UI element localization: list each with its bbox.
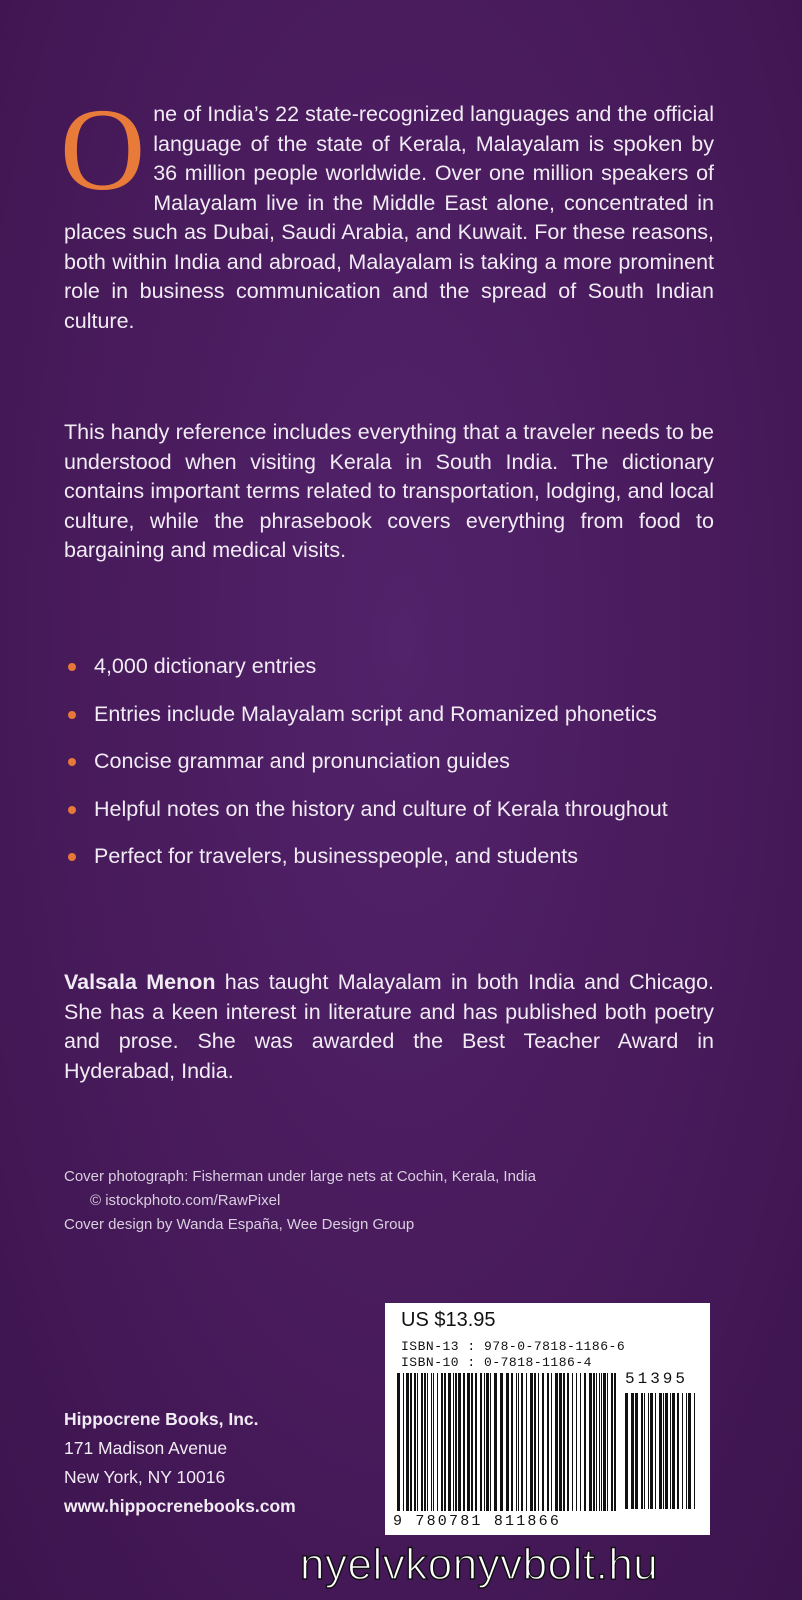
photo-credit: Cover photograph: Fisherman under large nets at Cochin, Kerala, India [64, 1168, 536, 1185]
bullet-icon [68, 711, 76, 719]
bio-text: has taught Malayalam in both India and Chicago. She has a keen interest in literature and has published both poetry and prose. She was awarded the Best Teacher Award in Hyderabad, India. [64, 970, 715, 1083]
feature-list [64, 652, 704, 890]
ean-digits: 9 780781 811866 [393, 1513, 562, 1530]
feature-item [64, 700, 704, 730]
feature-item [64, 652, 704, 682]
bullet-icon [68, 853, 76, 861]
drop-cap: O [60, 84, 146, 215]
feature-text: 4,000 dictionary entries [94, 654, 317, 678]
author-name: Valsala Menon [64, 970, 216, 994]
publisher-address-1: 171 Madison Avenue [64, 1438, 228, 1458]
publisher-website: www.hippocrenebooks.com [64, 1496, 296, 1516]
bullet-icon [68, 663, 76, 671]
photo-copyright: © istockphoto.com/RawPixel [90, 1192, 281, 1209]
barcode-addon-icon [625, 1393, 697, 1511]
design-credit: Cover design by Wanda España, Wee Design Group [64, 1216, 415, 1233]
barcode-icon [397, 1373, 619, 1513]
addon-digits: 51395 [625, 1370, 689, 1388]
feature-item [64, 842, 704, 872]
barcode-sticker [385, 1303, 710, 1535]
publisher-address-2: New York, NY 10016 [64, 1467, 226, 1487]
price-label: US $13.95 [401, 1309, 496, 1331]
feature-text: Concise grammar and pronunciation guides [94, 749, 510, 773]
isbn-10: ISBN-10 : 0-7818-1186-4 [401, 1355, 592, 1370]
intro-text: ne of India’s 22 state-recognized languages and the official language of the state of Kerala, Malayalam is spoken by 36 million people worldwide. Over one million speakers of Malayalam live in the Middle East alone, concentrated in places such as Dubai, Saudi Arabia, and Kuwait. For these reasons, both within India and abroad, Malayalam is taking a more prominent role in business communication and the spread of South Indian culture. [64, 102, 714, 333]
isbn-13: ISBN-13 : 978-0-7818-1186-6 [401, 1339, 626, 1354]
description-paragraph: This handy reference includes everything that a traveler needs to be understood when visiting Kerala in South India. The dictionary contains important terms related to transportation, lodging, and local culture, while the phrasebook covers everything from food to bargaining and medical visits. [64, 420, 714, 562]
watermark: nyelvkonyvbolt.hu [300, 1540, 659, 1589]
feature-text: Helpful notes on the history and culture of Kerala throughout [94, 796, 668, 821]
bullet-icon [68, 806, 76, 814]
author-bio [64, 968, 714, 1086]
feature-text: Perfect for travelers, businesspeople, and students [94, 844, 579, 868]
intro-paragraph [60, 84, 714, 336]
bullet-icon [68, 758, 76, 766]
cover-credits [64, 1165, 704, 1237]
feature-item [64, 795, 704, 825]
publisher-info [64, 1405, 296, 1521]
feature-text: Entries include Malayalam script and Romanized phonetics [94, 701, 657, 726]
publisher-name: Hippocrene Books, Inc. [64, 1409, 259, 1429]
feature-item [64, 747, 704, 777]
